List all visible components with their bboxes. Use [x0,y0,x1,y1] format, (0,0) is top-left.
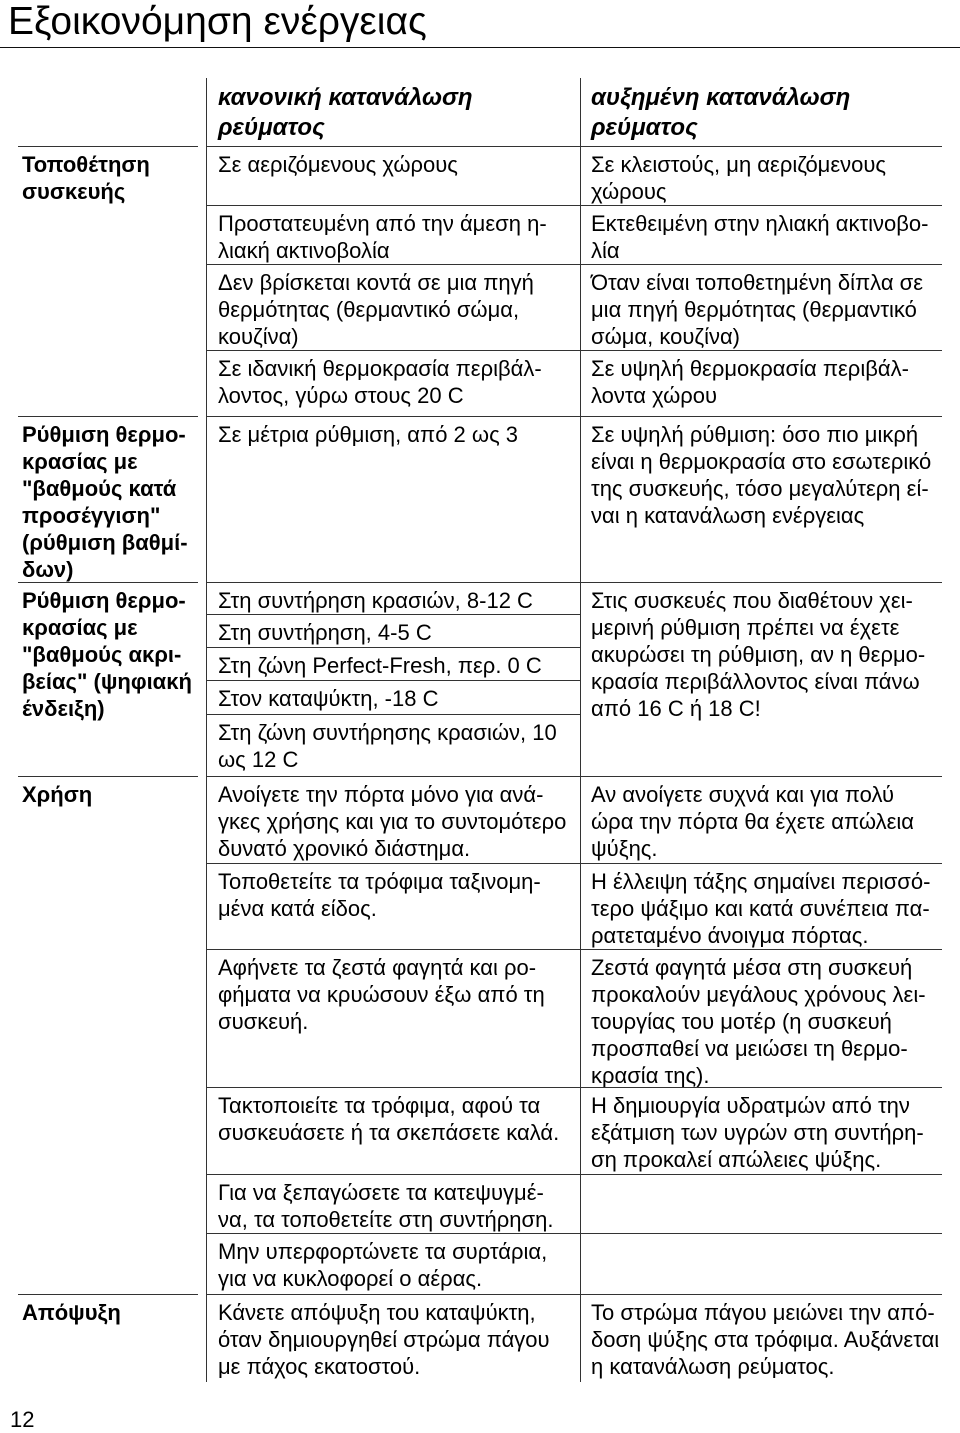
increased-consumption-cell: Αν ανοίγετε συχνά και για πολύ ώρα την πόρτα θα έχετε απώλεια ψύξης. [580,776,942,863]
increased-consumption-cell: Σε κλειστούς, μη αεριζόμενους χώρους [580,146,942,205]
normal-consumption-cell: Σε αεριζόμενους χώρους [206,146,580,205]
section-label: Ρύθμιση θερμο- κρασίας με "βαθμούς ακρι- βείας" (ψηφιακή ένδειξη) [18,582,198,776]
normal-consumption-cell: Σε ιδανική θερμοκρασία περιβάλ- λοντος, γύρω στους 20 C [206,350,580,416]
normal-consumption-cell: Προστατευμένη από την άμεση η- λιακή ακτινοβολία [206,205,580,264]
normal-consumption-cell: Μην υπερφορτώνετε τα συρτάρια, για να κυκλοφορεί ο αέρας. [206,1233,580,1294]
increased-consumption-cell: Η δημιουργία υδρατμών από την εξάτμιση των υγρών στη συντήρη- ση προκαλεί απώλειες ψύξης. [580,1087,942,1174]
normal-consumption-cell: Στη συντήρηση, 4-5 C [206,614,580,647]
normal-consumption-cell: Για να ξεπαγώσετε τα κατεψυγμέ- να, τα τοποθετείτε στη συντήρηση. [206,1174,580,1233]
normal-consumption-cell: Κάνετε απόψυξη του καταψύκτη, όταν δημιουργηθεί στρώμα πάγου με πάχος εκατοστού. [206,1294,580,1382]
empty-cell [580,1174,942,1233]
normal-consumption-cell: Ανοίγετε την πόρτα μόνο για ανά- γκες χρήσης και για το συντομότερο δυνατό χρονικό διάστημα. [206,776,580,863]
section-label: Ρύθμιση θερμο- κρασίας με "βαθμούς κατά προσέγγιση" (ρύθμιση βαθμί- δων) [18,416,198,582]
increased-consumption-header: αυξημένη κατανάλωση ρεύματος [591,84,851,141]
normal-consumption-cell: Τοποθετείτε τα τρόφιμα ταξινομη- μένα κατά είδος. [206,863,580,949]
section-label: Χρήση [18,776,198,1294]
normal-consumption-header: κανονική κατανάλωση ρεύματος [218,84,473,141]
increased-consumption-cell: Σε υψηλή θερμοκρασία περιβάλ- λοντα χώρου [580,350,942,416]
section-label: Απόψυξη [18,1294,198,1382]
increased-consumption-cell: Στις συσκευές που διαθέτουν χει- μερινή ρύθμιση πρέπει να έχετε ακυρώσει τη ρύθμιση, αν η θερμο- κρασία περιβάλλοντος είναι πάνω από 16 C ή 18 C! [580,582,942,776]
normal-consumption-cell: Δεν βρίσκεται κοντά σε μια πηγή θερμότητας (θερμαντικό σώμα, κουζίνα) [206,264,580,350]
increased-consumption-cell: Η έλλειψη τάξης σημαίνει περισσό- τερο ψάξιμο και κατά συνέπεια πα- ρατεταμένο άνοιγμα πόρτας. [580,863,942,949]
increased-consumption-cell: Το στρώμα πάγου μειώνει την από- δοση ψύξης στα τρόφιμα. Αυξάνεται η κατανάλωση ρεύματος. [580,1294,942,1382]
normal-consumption-cell: Στη ζώνη Perfect-Fresh, περ. 0 C [206,647,580,680]
increased-consumption-cell: Ζεστά φαγητά μέσα στη συσκευή προκαλούν μεγάλους χρόνους λει- τουργίας του μοτέρ (η συσκευή προσπαθεί να μειώσει τη θερμο- κρασία της). [580,949,942,1087]
normal-consumption-cell: Αφήνετε τα ζεστά φαγητά και ρο- φήματα να κρυώσουν έξω από τη συσκευή. [206,949,580,1087]
increased-consumption-cell: Εκτεθειμένη στην ηλιακή ακτινοβο- λία [580,205,942,264]
normal-consumption-cell: Σε μέτρια ρύθμιση, από 2 ως 3 [206,416,580,582]
title-rule [0,47,960,48]
section-label: Τοποθέτηση συσκευής [18,146,198,416]
increased-consumption-cell: Όταν είναι τοποθετημένη δίπλα σε μια πηγή θερμότητας (θερμαντικό σώμα, κουζίνα) [580,264,942,350]
increased-consumption-cell: Σε υψηλή ρύθμιση: όσο πιο μικρή είναι η θερμοκρασία στο εσωτερικό της συσκευής, τόσο μεγαλύτερη εί- ναι η κατανάλωση ενέργειας [580,416,942,582]
normal-consumption-cell: Στη ζώνη συντήρησης κρασιών, 10 ως 12 C [206,714,580,776]
page-number: 12 [10,1407,35,1432]
empty-cell [580,1233,942,1294]
normal-consumption-cell: Στον καταψύκτη, -18 C [206,680,580,714]
normal-consumption-cell: Τακτοποιείτε τα τρόφιμα, αφού τα συσκευάσετε ή τα σκεπάσετε καλά. [206,1087,580,1174]
normal-consumption-cell: Στη συντήρηση κρασιών, 8-12 C [206,582,580,614]
page-title: Εξοικονόμηση ενέργειας [8,0,427,43]
